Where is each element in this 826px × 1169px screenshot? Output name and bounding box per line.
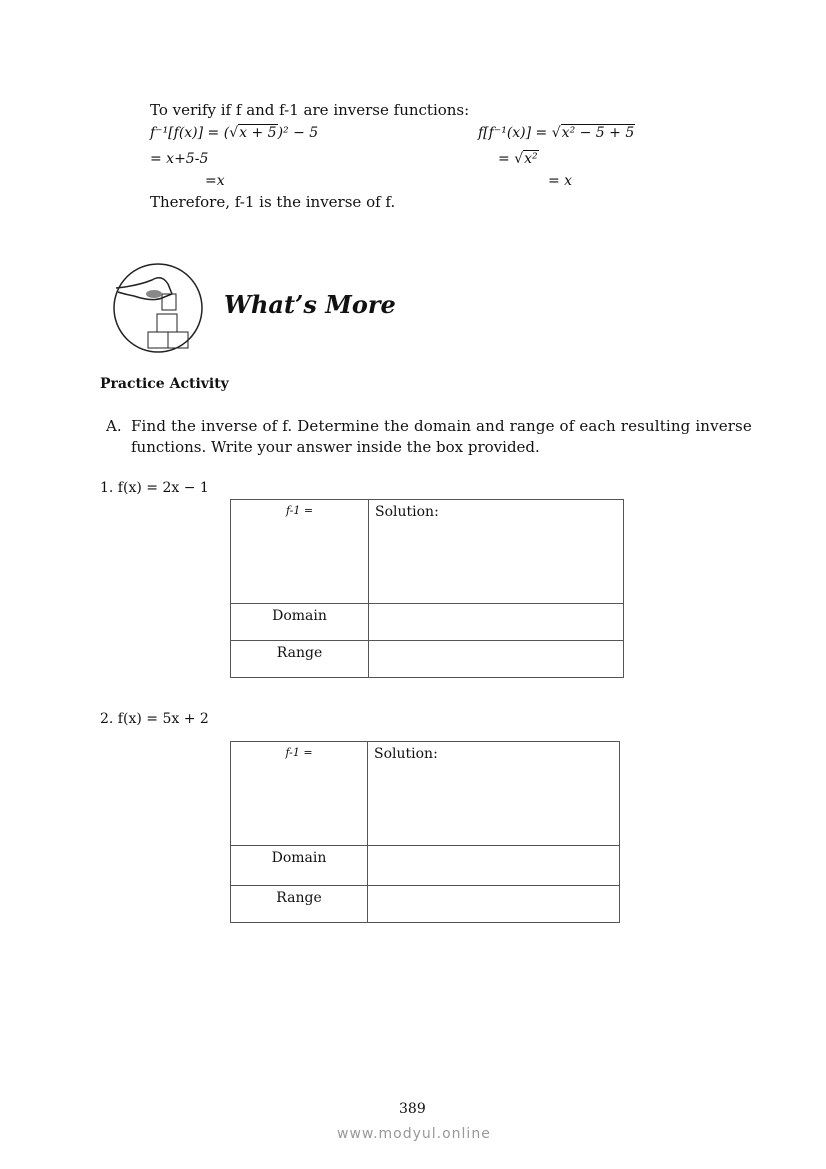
lhs: f⁻¹[f(x)] = [150, 125, 224, 141]
lhs: f[f⁻¹(x)] = [478, 125, 552, 141]
domain-answer-cell[interactable] [368, 846, 620, 886]
range-label: Range [231, 886, 368, 923]
finv-cell: f-1 = [231, 500, 369, 604]
instruction-label: A. [106, 417, 122, 435]
rest: ² − 5 [283, 125, 319, 141]
activity-heading: Practice Activity [100, 376, 229, 392]
range-label: Range [231, 641, 369, 678]
page-number: 389 [399, 1101, 426, 1117]
verify-conclusion: Therefore, f-1 is the inverse of f. [150, 193, 396, 211]
solution-cell[interactable]: Solution: [369, 500, 624, 604]
problem-1-label: 1. f(x) = 2x − 1 [100, 480, 209, 496]
verify-intro: To verify if f and f-1 are inverse functions: [150, 101, 470, 119]
solution-cell[interactable]: Solution: [368, 742, 620, 846]
left-eq-line3: =x [205, 173, 225, 189]
watermark: www.modyul.online [337, 1126, 491, 1142]
problem-2-answer-table [230, 741, 620, 923]
domain-answer-cell[interactable] [369, 604, 624, 641]
lhs: = [498, 151, 515, 167]
range-answer-cell[interactable] [369, 641, 624, 678]
radicand: x + 5 [239, 125, 277, 141]
hand-stacking-blocks-icon [112, 262, 204, 354]
left-eq-line2: = x+5-5 [150, 151, 209, 167]
finv-cell: f-1 = [231, 742, 368, 846]
domain-label: Domain [231, 846, 368, 886]
right-eq-line1: f[f⁻¹(x)] = √x² − 5 + 5 [478, 125, 635, 141]
range-answer-cell[interactable] [368, 886, 620, 923]
right-eq-line3: = x [548, 173, 573, 189]
right-eq-line2: = √x² [498, 151, 538, 167]
problem-2-label: 2. f(x) = 5x + 2 [100, 711, 209, 727]
instruction-line1: Find the inverse of f. Determine the domain and range of each resulting inverse [131, 417, 752, 435]
section-title: What’s More [224, 290, 396, 319]
left-eq-line1: f⁻¹[f(x)] = (√x + 5)² − 5 [150, 125, 319, 141]
instruction-line2: functions. Write your answer inside the box provided. [131, 438, 540, 456]
radicand: x² [524, 151, 538, 167]
radicand: x² − 5 + 5 [561, 125, 635, 141]
problem-1-answer-table [230, 499, 624, 678]
domain-label: Domain [231, 604, 369, 641]
